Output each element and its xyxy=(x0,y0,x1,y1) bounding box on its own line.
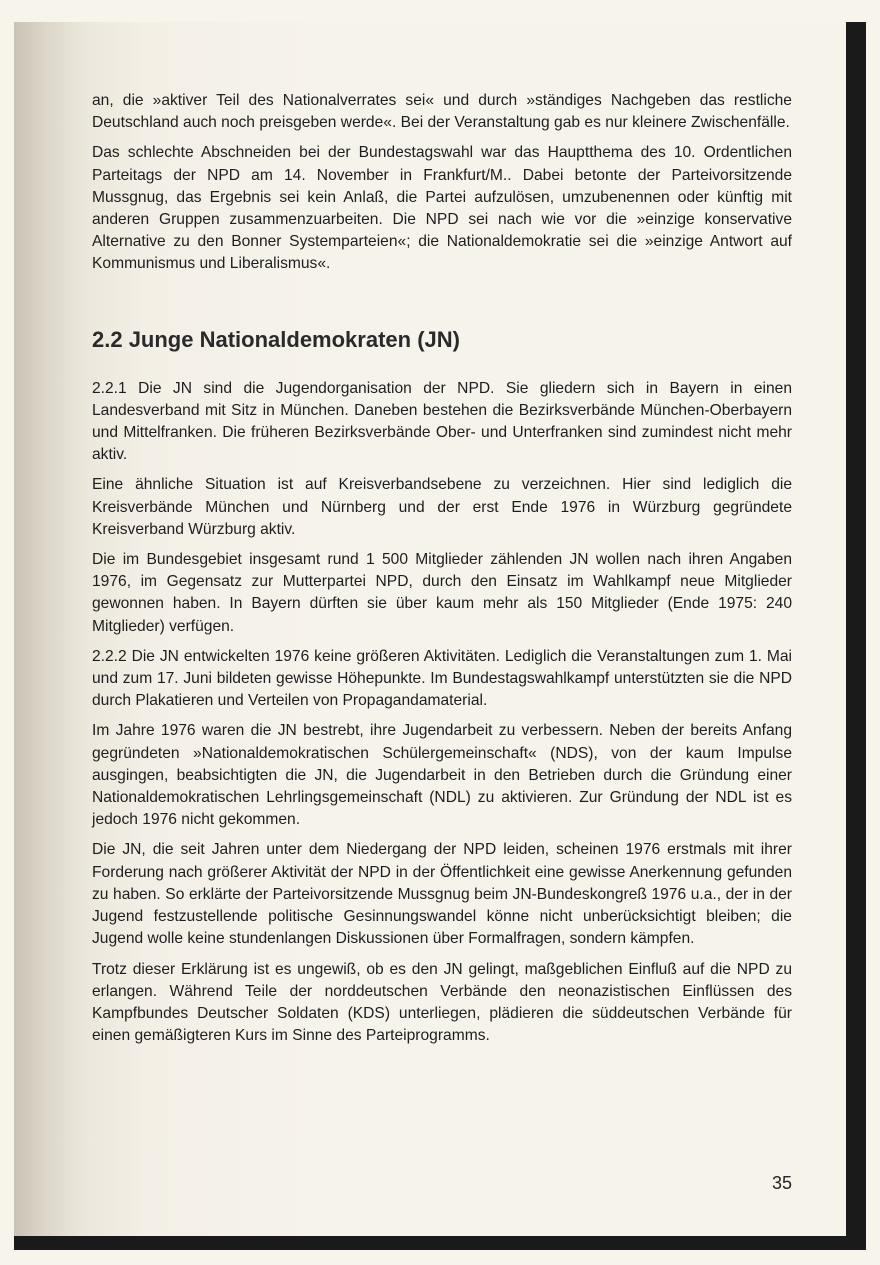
paragraph: Das schlechte Abschneiden bei der Bundestagswahl war das Hauptthema des 10. Ordentlichen Parteitags der NPD am 14. November in Frankfurt/M.. Dabei betonte der Parteivorsitzende Mussgnug, das Ergebnis sei kein Anlaß, die Partei aufzulösen, umzubenennen oder künftig mit anderen Gruppen zusammenzuarbeiten. Die NPD sei nach wie vor die »einzige konservative Alternative zu den Bonner Systemparteien«; die Nationaldemokratie sei die »einzige Antwort auf Kommunismus und Liberalismus«. xyxy=(92,144,792,273)
paragraph: Die JN, die seit Jahren unter dem Niedergang der NPD leiden, scheinen 1976 erstmals mit ihrer Forderung nach größerer Aktivität der NPD in der Öffentlichkeit eine gewisse Anerkennung gefunden zu haben. So erklärte der Parteivorsitzende Mussgnug beim JN-Bundeskongreß 1976 u.a., der in der Jugend festzustellende politische Gesinnungswandel könne nicht unberücksichtigt bleiben; die Jugend wolle keine stundenlangen Diskussionen über Formalfragen, sondern kämpfen. xyxy=(92,841,792,948)
paragraph: 2.2.1 Die JN sind die Jugendorganisation der NPD. Sie gliedern sich in Bayern in einen Landesverband mit Sitz in München. Daneben bestehen die Bezirksverbände München-Oberbayern und Mittelfranken. Die früheren Bezirksverbände Ober- und Unterfranken sind zumindest nicht mehr aktiv. xyxy=(92,379,792,464)
page-right-edge xyxy=(846,22,866,1250)
page-bottom-edge xyxy=(14,1236,866,1250)
paragraph: 2.2.2 Die JN entwickelten 1976 keine größeren Aktivitäten. Lediglich die Veranstaltungen zum 1. Mai und zum 17. Juni bildeten gewisse Höhepunkte. Im Bundestagswahlkampf unterstützten sie die NPD durch Plakatieren und Verteilen von Propagandamaterial. xyxy=(92,647,792,710)
paragraph: an, die »aktiver Teil des Nationalverrates sei« und durch »ständiges Nachgeben das restliche Deutschland auch noch preisgeben werde«. Bei der Veranstaltung gab es nur kleinere Zwischenfälle. xyxy=(92,92,792,132)
paragraph: Die im Bundesgebiet insgesamt rund 1 500 Mitglieder zählenden JN wollen nach ihren Angaben 1976, im Gegensatz zur Mutterpartei NPD, durch den Einsatz im Wahlkampf neue Mitglieder gewonnen haben. In Bayern dürften sie über kaum mehr als 150 Mitglieder (Ende 1975: 240 Mitglieder) verfügen. xyxy=(92,551,792,635)
paragraph: Im Jahre 1976 waren die JN bestrebt, ihre Jugendarbeit zu verbessern. Neben der bereits Anfang gegründeten »Nationaldemokratischen Schülergemeinschaft« (NDS), von der kaum Impulse ausgingen, beabsichtigten die JN, die Jugendarbeit in den Betrieben durch die Gründung einer Nationaldemokratischen Lehrlingsgemeinschaft (NDL) zu aktivieren. Zur Gründung der NDL ist es jedoch 1976 nicht gekommen. xyxy=(92,722,792,829)
page-number: 35 xyxy=(771,1173,792,1193)
section-heading: 2.2 Junge Nationaldemokraten (JN) xyxy=(92,326,460,352)
page-body xyxy=(92,90,792,1055)
paragraph: Trotz dieser Erklärung ist es ungewiß, ob es den JN gelingt, maßgeblichen Einfluß auf die NPD zu erlangen. Während Teile der norddeutschen Verbände den neonazistischen Einflüssen des Kampfbundes Deutscher Soldaten (KDS) unterliegen, plädieren die süddeutschen Verbände für einen gemäßigteren Kurs im Sinne des Parteiprogramms. xyxy=(92,960,792,1045)
paragraph: Eine ähnliche Situation ist auf Kreisverbandsebene zu verzeichnen. Hier sind lediglich die Kreisverbände München und Nürnberg und der erst Ende 1976 in Würzburg gegründete Kreisverband Würzburg aktiv. xyxy=(92,476,792,538)
